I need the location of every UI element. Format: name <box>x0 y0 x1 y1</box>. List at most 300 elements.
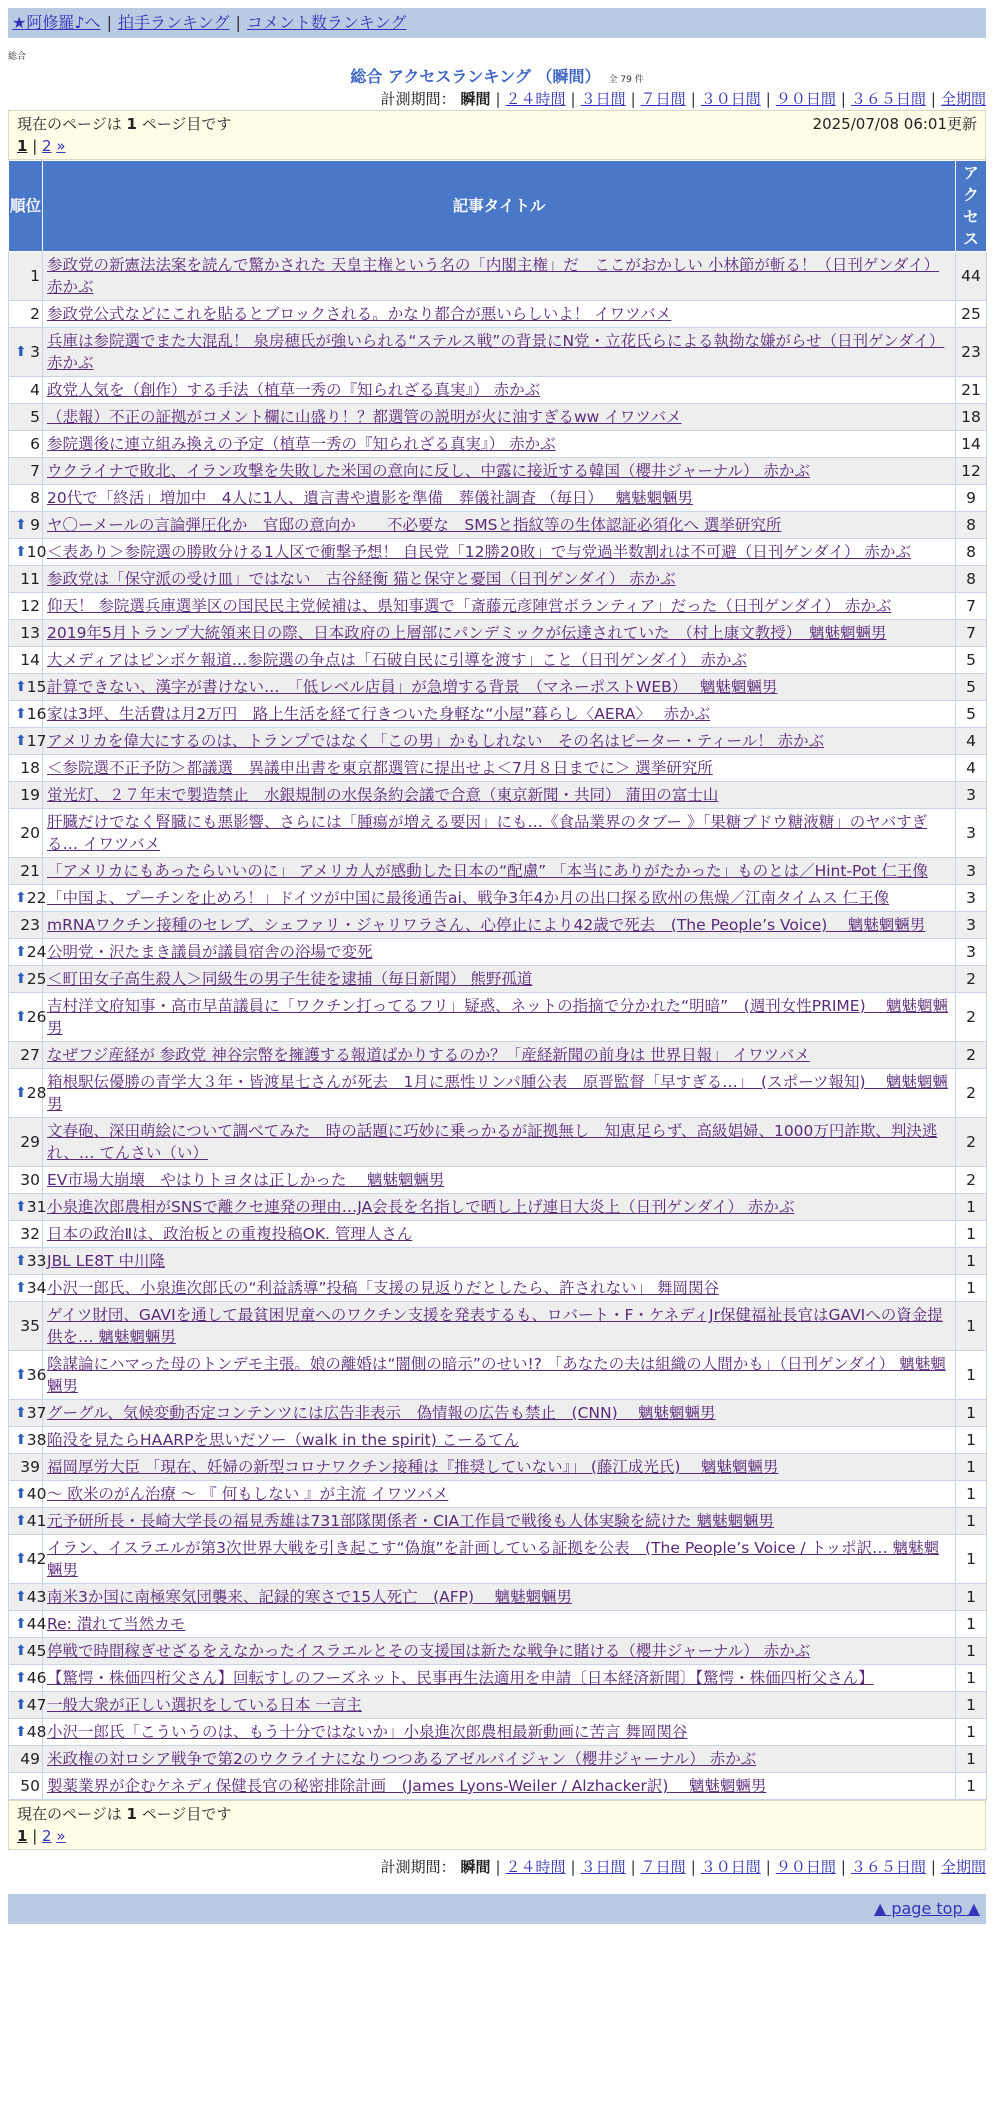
table-row <box>9 674 987 701</box>
table-row <box>9 939 987 966</box>
article-title-link[interactable]: ウクライナで敗北、イラン攻撃を失敗した米国の意向に反し、中露に接近する韓国（櫻井ジャーナル） 赤かぶ <box>47 462 810 480</box>
rank-number: 32 <box>20 1225 40 1243</box>
rank-up-arrow-icon: ⬆ <box>15 706 27 722</box>
article-title-link[interactable]: 文春砲、深田萌絵について調べてみた 時の話題に巧妙に乗っかるが証拠無し 知恵足らず、高級娼婦、1000万円詐欺、判決逃れ、… てんさい（い） <box>47 1122 938 1162</box>
article-title-link[interactable]: 小沢一郎氏「こういうのは、もう十分ではないか」小泉進次郎農相最新動画に苦言 舞岡関谷 <box>47 1723 688 1741</box>
access-count: 2 <box>956 1042 987 1069</box>
rank-cell <box>9 566 43 593</box>
title-cell <box>43 1719 956 1746</box>
rank-number: 22 <box>26 889 47 907</box>
rank-up-arrow-icon: ⬆ <box>15 1513 27 1529</box>
access-count: 2 <box>956 993 987 1042</box>
rank-up-arrow-icon: ⬆ <box>15 1280 27 1296</box>
title-cell <box>43 1692 956 1719</box>
access-count: 8 <box>956 512 987 539</box>
comment-ranking-link[interactable]: コメント数ランキング <box>246 13 407 32</box>
title-cell <box>43 1427 956 1454</box>
article-title-link[interactable]: 兵庫は参院選でまた大混乱！ 泉房穂氏が強いられる“ステルス戦”の背景にN党・立花氏らによる執拗な嫌がらせ（日刊ゲンダイ） 赤かぶ <box>47 332 945 372</box>
table-row <box>9 1665 987 1692</box>
title-cell <box>43 1069 956 1118</box>
article-title-link[interactable]: 仰天！ 参院選兵庫選挙区の国民民主党候補は、県知事選で「斎藤元彦陣営ボランティア」だった（日刊ゲンダイ） 赤かぶ <box>47 597 892 615</box>
access-count: 5 <box>956 647 987 674</box>
article-title-link[interactable]: 2019年5月トランプ大統領来日の際、日本政府の上層部にパンデミックが伝達されていた （村上康文教授） 魑魅魍魎男 <box>47 624 887 642</box>
table-row <box>9 1584 987 1611</box>
article-title-link[interactable]: 陰謀論にハマった母のトンデモ主張。娘の離婚は“闇側の暗示”のせい!? 「あなたの夫は組織の人間かも」（日刊ゲンダイ） 魑魅魍魎男 <box>47 1355 946 1395</box>
header-access: アクセス <box>956 161 987 252</box>
access-count: 23 <box>956 328 987 377</box>
rank-number: 9 <box>30 516 40 534</box>
rank-cell <box>9 912 43 939</box>
table-row <box>9 1773 987 1800</box>
table-row <box>9 377 987 404</box>
access-count: 1 <box>956 1508 987 1535</box>
article-title-link[interactable]: ＜表あり＞参院選の勝敗分ける1人区で衝撃予想！ 自民党「12勝20敗」で与党過半数割れは不可避（日刊ゲンダイ） 赤かぶ <box>47 543 911 561</box>
access-count: 12 <box>956 458 987 485</box>
article-title-link[interactable]: 計算できない、漢字が書けない… 「低レベル店員」が急増する背景 （マネーポストWEB） 魑魅魍魎男 <box>47 678 778 696</box>
title-cell <box>43 755 956 782</box>
access-count: 8 <box>956 566 987 593</box>
rank-number: 5 <box>30 408 40 426</box>
access-count: 1 <box>956 1221 987 1248</box>
article-title-link[interactable]: ＜町田女子高生殺人＞同級生の男子生徒を逮捕（毎日新聞） 熊野孤道 <box>47 970 533 988</box>
rank-number: 46 <box>26 1669 47 1687</box>
rank-cell <box>9 252 43 301</box>
article-title-link[interactable]: （悲報）不正の証拠がコメント欄に山盛り！？都選管の説明が火に油すぎるww イワツバメ <box>47 408 682 426</box>
rank-cell <box>9 512 43 539</box>
rank-cell <box>9 993 47 1042</box>
article-title-link[interactable]: 停戦で時間稼ぎせざるをえなかったイスラエルとその支援国は新たな戦争に賭ける（櫻井ジャーナル） 赤かぶ <box>47 1642 811 1660</box>
title-cell <box>43 1167 956 1194</box>
table-row <box>9 512 987 539</box>
title-cell <box>43 301 956 328</box>
title-cell <box>43 1638 956 1665</box>
access-count: 18 <box>956 404 987 431</box>
access-count: 1 <box>956 1746 987 1773</box>
rank-number: 50 <box>20 1777 40 1795</box>
access-count: 25 <box>956 301 987 328</box>
rank-number: 47 <box>26 1696 47 1714</box>
article-title-link[interactable]: 陥没を見たらHAARPを思いだソー（walk in the spirit) こーるてん <box>47 1431 520 1449</box>
article-title-link[interactable]: EV市場大崩壊 やはりトヨタは正しかった 魑魅魍魎男 <box>47 1171 445 1189</box>
period-3d-link[interactable]: ３日間 <box>580 1858 626 1876</box>
title-cell <box>43 966 956 993</box>
rank-cell <box>9 1221 43 1248</box>
title-cell <box>43 674 956 701</box>
rank-number: 39 <box>20 1458 40 1476</box>
access-count: 1 <box>956 1302 987 1351</box>
table-row <box>9 252 987 301</box>
access-count: 2 <box>956 1118 987 1167</box>
table-row <box>9 1427 987 1454</box>
rank-up-arrow-icon: ⬆ <box>15 1367 27 1383</box>
rank-number: 7 <box>30 462 40 480</box>
title-cell <box>43 782 956 809</box>
rank-cell <box>9 755 43 782</box>
rank-number: 28 <box>26 1084 47 1102</box>
header-title: 記事タイトル <box>43 161 956 252</box>
access-count: 3 <box>956 782 987 809</box>
rank-number: 30 <box>20 1171 40 1189</box>
title-cell <box>43 1400 956 1427</box>
title-cell <box>43 1118 956 1167</box>
table-row <box>9 782 987 809</box>
rank-number: 27 <box>20 1046 40 1064</box>
next-page-link[interactable]: » <box>56 1827 66 1845</box>
rank-number: 17 <box>26 732 47 750</box>
table-row <box>9 1611 987 1638</box>
access-count: 7 <box>956 593 987 620</box>
rank-number: 25 <box>26 970 47 988</box>
table-row <box>9 1454 987 1481</box>
page-current: 1 <box>17 1827 28 1845</box>
page-title <box>0 66 994 88</box>
article-title-link[interactable]: イラン、イスラエルが第3次世界大戦を引き起こす“偽旗”を計画している証拠を公表 (The People’s Voice / トッポ訳… 魑魅魍魎男 <box>47 1539 940 1579</box>
article-title-link[interactable]: 肝臓だけでなく腎臓にも悪影響、さらには「腫瘍が増える要因」にも…《食品業界のタブー 》「果糖ブドウ糖液糖」のヤバすぎる… イワツバメ <box>47 813 928 853</box>
rank-cell <box>9 1069 47 1118</box>
rank-cell <box>9 1611 47 1638</box>
access-count: 5 <box>956 674 987 701</box>
rank-cell <box>9 1351 47 1400</box>
access-count: 2 <box>956 966 987 993</box>
rank-up-arrow-icon: ⬆ <box>15 1199 27 1215</box>
rank-number: 6 <box>30 435 40 453</box>
access-count: 3 <box>956 939 987 966</box>
rank-number: 36 <box>26 1366 47 1384</box>
title-cell <box>43 809 956 858</box>
period-90d-link[interactable]: ９０日間 <box>775 1858 836 1876</box>
article-title-link[interactable]: mRNAワクチン接種のセレブ、シェファリ・ジャリワラさん、心停止により42歳で死去 (The People’s Voice) 魑魅魍魎男 <box>47 916 926 934</box>
period-label: 計測期間： <box>380 1858 456 1876</box>
access-count: 3 <box>956 809 987 858</box>
title-cell <box>43 593 956 620</box>
table-row <box>9 1719 987 1746</box>
rank-up-arrow-icon: ⬆ <box>15 1670 27 1686</box>
article-title-link[interactable]: 「アメリカにもあったらいいのに」 アメリカ人が感動した日本の“配慮” 「本当にありがたかった」ものとは／Hint-Pot 仁王像 <box>47 862 928 880</box>
title-cell <box>43 728 956 755</box>
access-count: 4 <box>956 728 987 755</box>
period-90d-link[interactable]: ９０日間 <box>775 90 836 108</box>
article-title-link[interactable]: ヤ〇ーメールの言論弾圧化か 官邸の意向か 不必要な SMSと指紋等の生体認証必須化へ 選挙研究所 <box>47 516 782 534</box>
period-7d-link[interactable]: ７日間 <box>640 1858 686 1876</box>
access-count: 1 <box>956 1611 987 1638</box>
article-title-link[interactable]: ～ 欧米のがん治療 ～ 『 何もしない 』が主流 イワツバメ <box>47 1485 449 1503</box>
article-title-link[interactable]: 元予研所長・長崎大学長の福見秀雄は731部隊関係者・CIA工作員で戦後も人体実験を続けた 魑魅魍魎男 <box>47 1512 775 1530</box>
breadcrumb: 総合 <box>8 52 27 62</box>
article-title-link[interactable]: ＜参院選不正予防＞都議選 異議申出書を東京都選管に提出せよ＜7月８日までに＞ 選挙研究所 <box>47 759 713 777</box>
article-title-link[interactable]: 20代で「終活」増加中 4人に1人、遺言書や遺影を準備 葬儀社調査 （毎日） 魑魅魍魎男 <box>47 489 694 507</box>
applause-ranking-link[interactable]: 拍手ランキング <box>117 13 230 32</box>
rank-cell <box>9 647 43 674</box>
rank-number: 15 <box>26 678 47 696</box>
title-cell <box>43 1454 956 1481</box>
rank-number: 23 <box>20 916 40 934</box>
rank-up-arrow-icon: ⬆ <box>15 1253 27 1269</box>
rank-cell <box>9 1719 47 1746</box>
access-count: 44 <box>956 252 987 301</box>
pagination-top: 現在のページは 1 ページ目です 2025/07/08 06:01更新 1 | 2 » <box>8 110 986 160</box>
article-title-link[interactable]: アメリカを偉大にするのは、トランプではなく「この男」かもしれない その名はピーター・ティール！ 赤かぶ <box>47 732 825 750</box>
rank-cell <box>9 939 47 966</box>
table-row <box>9 485 987 512</box>
article-title-link[interactable]: 吉村洋文府知事・高市早苗議員に「ワクチン打ってるフリ」疑惑、ネットの指摘で分かれた“明暗” (週刊女性PRIME) 魑魅魍魎男 <box>47 997 949 1037</box>
period-24h-link[interactable]: ２４時間 <box>505 90 566 108</box>
table-row <box>9 755 987 782</box>
period-365d-link[interactable]: ３６５日間 <box>850 1858 926 1876</box>
title-cell <box>43 1746 956 1773</box>
title-cell <box>43 1302 956 1351</box>
title-cell <box>43 1042 956 1069</box>
rank-cell <box>9 1167 43 1194</box>
title-cell <box>43 993 956 1042</box>
rank-cell <box>9 1481 47 1508</box>
title-cell <box>43 1481 956 1508</box>
access-count: 3 <box>956 912 987 939</box>
table-row <box>9 993 987 1042</box>
period-30d-link[interactable]: ３０日間 <box>700 90 761 108</box>
table-row <box>9 1069 987 1118</box>
period-selector-top: 計測期間： 瞬間 | ２４時間 | ３日間 | ７日間 | ３０日間 | ９０日間 | ３６５日間 | 全期間 <box>380 90 986 108</box>
table-row <box>9 1042 987 1069</box>
article-title-link[interactable]: 小沢一郎氏、小泉進次郎氏の“利益誘導”投稿「支援の見返りだとしたら、許されない」 舞岡関谷 <box>47 1279 719 1297</box>
header-rank: 順位 <box>9 161 43 252</box>
table-row <box>9 328 987 377</box>
access-count: 2 <box>956 1069 987 1118</box>
rank-up-arrow-icon: ⬆ <box>15 544 27 560</box>
period-24h-link[interactable]: ２４時間 <box>505 1858 566 1876</box>
top-nav-bar <box>8 8 986 38</box>
table-row <box>9 404 987 431</box>
rank-cell <box>9 1584 47 1611</box>
page-2-link[interactable]: 2 <box>42 137 52 155</box>
rank-cell <box>9 431 43 458</box>
article-title-link[interactable]: 日本の政治Ⅱは、政治板との重複投稿OK. 管理人さん <box>47 1225 413 1243</box>
access-count: 3 <box>956 885 987 912</box>
table-row <box>9 1638 987 1665</box>
period-3d-link[interactable]: ３日間 <box>580 90 626 108</box>
table-row <box>9 885 987 912</box>
table-row <box>9 912 987 939</box>
rank-number: 31 <box>26 1198 47 1216</box>
table-row <box>9 1508 987 1535</box>
article-title-link[interactable]: 参政党は「保守派の受け皿」ではない 古谷経衡 猫と保守と憂国（日刊ゲンダイ） 赤かぶ <box>47 570 676 588</box>
access-count: 1 <box>956 1692 987 1719</box>
article-title-link[interactable]: 「中国よ、プーチンを止めろ！」ドイツが中国に最後通告ai、戦争3年4か月の出口探る欧州の焦燥／江南タイムス 仁王像 <box>47 889 890 907</box>
rank-number: 12 <box>20 597 40 615</box>
title-cell <box>43 485 956 512</box>
rank-cell <box>9 1638 47 1665</box>
article-title-link[interactable]: JBL LE8T 中川隆 <box>47 1252 165 1270</box>
rank-up-arrow-icon: ⬆ <box>15 890 27 906</box>
table-row <box>9 539 987 566</box>
rank-cell <box>9 1454 43 1481</box>
table-row <box>9 1692 987 1719</box>
rank-number: 19 <box>20 786 40 804</box>
article-title-link[interactable]: 米政権の対ロシア戦争で第2のウクライナになりつつあるアゼルバイジャン（櫻井ジャーナル） 赤かぶ <box>47 1750 757 1768</box>
rank-up-arrow-icon: ⬆ <box>15 1009 27 1025</box>
rank-up-arrow-icon: ⬆ <box>15 1697 27 1713</box>
title-cell <box>43 404 956 431</box>
rank-cell <box>9 485 43 512</box>
rank-up-arrow-icon: ⬆ <box>15 517 27 533</box>
rank-cell <box>9 1042 43 1069</box>
rank-cell <box>9 1118 43 1167</box>
article-title-link[interactable]: 参政党の新憲法法案を読んで驚かされた 天皇主権という名の「内閣主権」だ ここがおかしい 小林節が斬る！（日刊ゲンダイ） 赤かぶ <box>47 256 940 296</box>
article-title-link[interactable]: Re: 潰れて当然カモ <box>47 1615 186 1633</box>
period-365d-link[interactable]: ３６５日間 <box>850 90 926 108</box>
next-page-link[interactable]: » <box>56 137 66 155</box>
article-title-link[interactable]: 大メディアはピンボケ報道…参院選の争点は「石破自民に引導を渡す」こと（日刊ゲンダイ） 赤かぶ <box>47 651 747 669</box>
access-count: 1 <box>956 1454 987 1481</box>
title-cell <box>43 377 956 404</box>
page-2-link[interactable]: 2 <box>42 1827 52 1845</box>
article-title-link[interactable]: ゲイツ財団、GAVIを通して最貧困児童へのワクチン支援を発表するも、ロバート・F・ケネディJr保健福祉長官はGAVIへの資金提供を… 魑魅魍魎男 <box>47 1306 943 1346</box>
period-current: 瞬間 <box>460 90 491 108</box>
page-top-link[interactable]: ▲ page top ▲ <box>873 1899 980 1918</box>
table-row <box>9 1194 987 1221</box>
rank-cell <box>9 1508 47 1535</box>
period-all-link[interactable]: 全期間 <box>940 1858 986 1876</box>
article-title-link[interactable]: 小泉進次郎農相がSNSで離クセ連発の理由…JA会長を名指しで晒し上げ連日大炎上（日刊ゲンダイ） 赤かぶ <box>47 1198 795 1216</box>
rank-number: 20 <box>20 824 40 842</box>
title-cell <box>43 1508 956 1535</box>
article-title-link[interactable]: 家は3坪、生活費は月2万円 路上生活を経て行きついた身軽な“小屋”暮らし〈AERA〉 赤かぶ <box>47 705 711 723</box>
title-cell <box>43 1221 956 1248</box>
rank-number: 16 <box>26 705 47 723</box>
rank-number: 4 <box>30 381 40 399</box>
title-cell <box>43 1584 956 1611</box>
period-all-link[interactable]: 全期間 <box>940 90 986 108</box>
rank-number: 45 <box>26 1642 47 1660</box>
rank-number: 1 <box>30 267 40 285</box>
rank-cell <box>9 377 43 404</box>
rank-up-arrow-icon: ⬆ <box>15 1589 27 1605</box>
access-count: 1 <box>956 1719 987 1746</box>
rank-cell <box>9 1746 43 1773</box>
article-title-link[interactable]: 参政党公式などにこれを貼るとブロックされる。かなり都合が悪いらしいよ！ イワツバメ <box>47 305 672 323</box>
title-cell <box>43 1351 956 1400</box>
rank-cell <box>9 782 43 809</box>
article-title-link[interactable]: グーグル、気候変動否定コンテンツには広告非表示 偽情報の広告も禁止 (CNN) 魑魅魍魎男 <box>47 1404 716 1422</box>
table-row <box>9 1302 987 1351</box>
access-count: 3 <box>956 858 987 885</box>
article-title-link[interactable]: 公明党・沢たまき議員が議員宿舎の浴場で変死 <box>47 943 373 961</box>
rank-cell <box>9 1773 43 1800</box>
table-row <box>9 1167 987 1194</box>
rank-cell <box>9 1400 47 1427</box>
ranking-title: 総合 アクセスランキング （瞬間） <box>350 67 601 86</box>
article-title-link[interactable]: なぜフジ産経が 参政党 神谷宗幣を擁護する報道ばかりするのか？「産経新聞の前身は 世界日報」 イワツバメ <box>47 1046 810 1064</box>
title-cell <box>43 939 956 966</box>
rank-number: 8 <box>30 489 40 507</box>
article-title-link[interactable]: 一般大衆が正しい選択をしている日本 一言主 <box>47 1696 362 1714</box>
table-row <box>9 1746 987 1773</box>
access-count: 1 <box>956 1400 987 1427</box>
table-row <box>9 809 987 858</box>
access-count: 14 <box>956 431 987 458</box>
rank-up-arrow-icon: ⬆ <box>15 679 27 695</box>
rank-cell <box>9 1248 47 1275</box>
rank-number: 26 <box>26 1008 47 1026</box>
rank-cell <box>9 539 47 566</box>
rank-number: 42 <box>26 1550 47 1568</box>
access-count: 9 <box>956 485 987 512</box>
rank-cell <box>9 1692 47 1719</box>
table-row <box>9 620 987 647</box>
access-count: 7 <box>956 620 987 647</box>
title-cell <box>43 512 956 539</box>
period-selector-bottom: 計測期間： 瞬間 | ２４時間 | ３日間 | ７日間 | ３０日間 | ９０日間 | ３６５日間 | 全期間 <box>380 1858 986 1876</box>
rank-cell <box>9 1535 47 1584</box>
rank-number: 33 <box>26 1252 47 1270</box>
rank-up-arrow-icon: ⬆ <box>15 1405 27 1421</box>
table-row <box>9 1535 987 1584</box>
table-row <box>9 593 987 620</box>
access-count: 8 <box>956 539 987 566</box>
rank-number: 24 <box>26 943 47 961</box>
rank-cell <box>9 620 43 647</box>
table-row <box>9 301 987 328</box>
access-count: 21 <box>956 377 987 404</box>
access-count: 1 <box>956 1427 987 1454</box>
title-cell <box>43 539 956 566</box>
article-title-link[interactable]: 製薬業界が企むケネディ保健長官の秘密排除計画 (James Lyons-Weiler / Alzhacker訳) 魑魅魍魎男 <box>47 1777 767 1795</box>
rank-up-arrow-icon: ⬆ <box>15 944 27 960</box>
article-title-link[interactable]: 箱根駅伝優勝の青学大３年・皆渡星七さんが死去 1月に悪性リンパ腫公表 原晋監督「早すぎる…」 (スポーツ報知) 魑魅魍魎男 <box>47 1073 948 1113</box>
home-link[interactable]: ★阿修羅♪へ <box>12 13 101 32</box>
title-cell <box>43 328 956 377</box>
table-row <box>9 1221 987 1248</box>
period-label: 計測期間： <box>380 90 456 108</box>
article-title-link[interactable]: 【驚愕・株価四桁父さん】回転すしのフーズネット、民事再生法適用を申請〔日本経済新聞〕【驚愕・株価四桁父さん】 <box>47 1669 874 1687</box>
title-cell <box>43 1665 956 1692</box>
rank-up-arrow-icon: ⬆ <box>15 1724 27 1740</box>
total-count: 全 79 件 <box>608 75 644 85</box>
rank-cell <box>9 728 47 755</box>
article-title-link[interactable]: 参院選後に連立組み換えの予定（植草一秀の『知られざる真実』） 赤かぶ <box>47 435 556 453</box>
rank-up-arrow-icon: ⬆ <box>15 1085 27 1101</box>
title-cell <box>43 647 956 674</box>
title-cell <box>43 620 956 647</box>
access-count: 1 <box>956 1535 987 1584</box>
rank-cell <box>9 301 43 328</box>
nav-separator: | <box>106 13 112 32</box>
table-row <box>9 431 987 458</box>
title-cell <box>43 1535 956 1584</box>
table-row <box>9 1118 987 1167</box>
article-title-link[interactable]: 蛍光灯、２７年末で製造禁止 水銀規制の水俣条約会議で合意（東京新聞・共同） 蒲田の富士山 <box>47 786 719 804</box>
rank-number: 14 <box>20 651 40 669</box>
period-30d-link[interactable]: ３０日間 <box>700 1858 761 1876</box>
title-cell <box>43 431 956 458</box>
rank-up-arrow-icon: ⬆ <box>15 344 27 360</box>
rank-cell <box>9 858 43 885</box>
article-title-link[interactable]: 政党人気を（創作）する手法（植草一秀の『知られざる真実』） 赤かぶ <box>47 381 541 399</box>
table-row <box>9 858 987 885</box>
article-title-link[interactable]: 福岡厚労大臣 「現在、妊婦の新型コロナワクチン接種は『推奨していない』」 (藤江成光氏) 魑魅魍魎男 <box>47 1458 779 1476</box>
article-title-link[interactable]: 南米3か国に南極寒気団襲来、記録的寒さで15人死亡 (AFP) 魑魅魍魎男 <box>47 1588 572 1606</box>
rank-cell <box>9 674 47 701</box>
period-7d-link[interactable]: ７日間 <box>640 90 686 108</box>
rank-number: 13 <box>20 624 40 642</box>
rank-cell <box>9 1427 47 1454</box>
nav-separator: | <box>235 13 241 32</box>
title-cell <box>43 458 956 485</box>
table-row <box>9 1400 987 1427</box>
table-row <box>9 458 987 485</box>
table-row <box>9 1275 987 1302</box>
rank-up-arrow-icon: ⬆ <box>15 1432 27 1448</box>
period-current: 瞬間 <box>460 1858 491 1876</box>
